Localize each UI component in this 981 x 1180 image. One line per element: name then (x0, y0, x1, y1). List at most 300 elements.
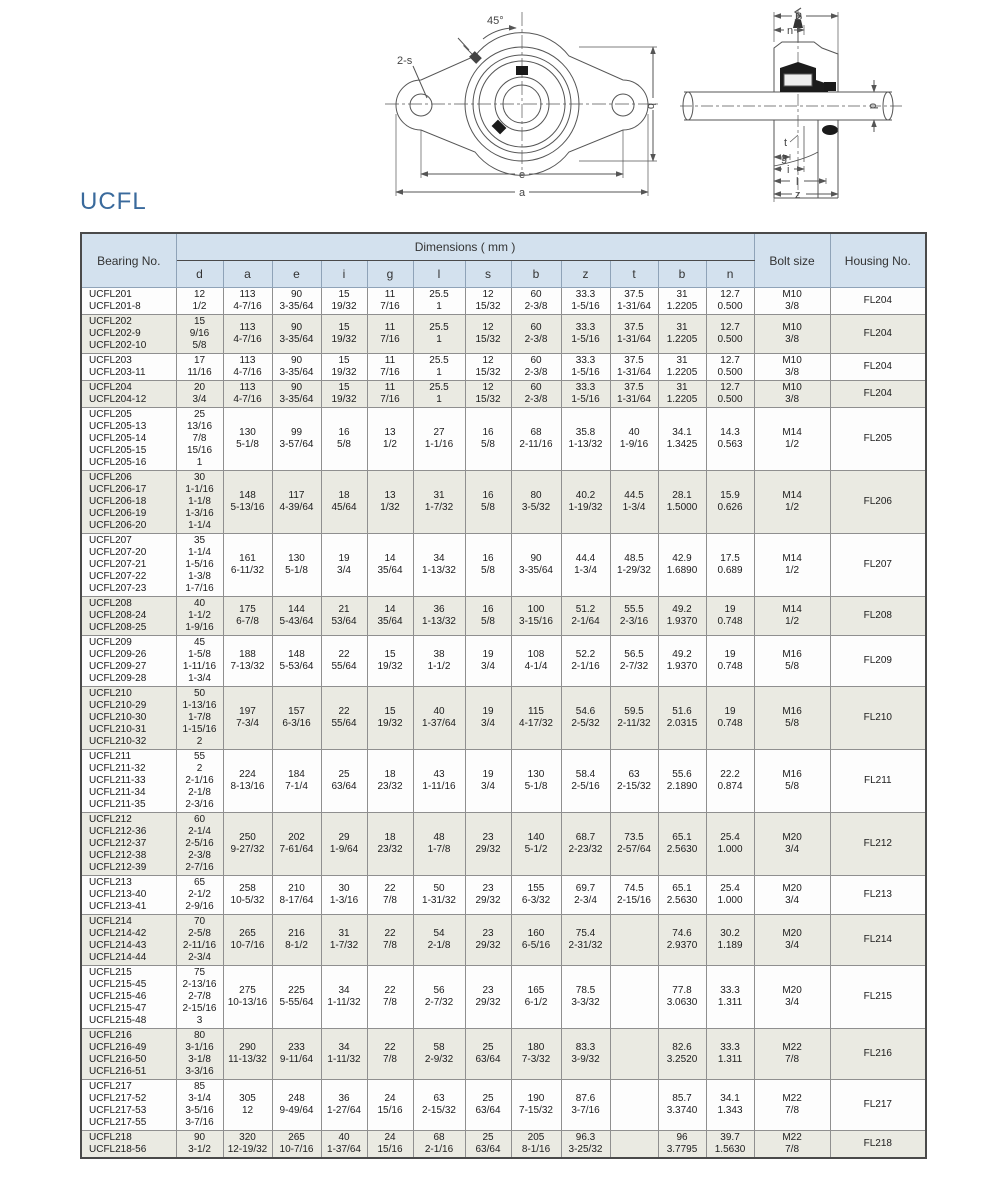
side-d-label: d (867, 103, 879, 110)
dim-cell-bolt: M22 7/8 (754, 1080, 830, 1131)
dim-cell-n: 33.3 1.311 (706, 1029, 754, 1080)
dim-cell-a: 161 6-11/32 (223, 534, 272, 597)
dim-cell-b: 68 2-11/16 (511, 408, 561, 471)
bearing-no-cell: UCFL206 UCFL206-17 UCFL206-18 UCFL206-19 UCFL206-20 (81, 471, 176, 534)
dim-cell-g: 14 35/64 (367, 534, 413, 597)
front-angle-label: 45° (487, 15, 504, 27)
dim-cell-d: 70 2-5/8 2-11/16 2-3/4 (176, 915, 223, 966)
dim-cell-n: 15.9 0.626 (706, 471, 754, 534)
dim-cell-a: 130 5-1/8 (223, 408, 272, 471)
dim-cell-t: 56.5 2-7/32 (610, 636, 658, 687)
dim-cell-bolt: M10 3/8 (754, 381, 830, 408)
dim-cell-t (610, 1131, 658, 1159)
table-header (81, 233, 926, 288)
dim-cell-s: 16 5/8 (465, 408, 511, 471)
dim-cell-z: 75.4 2-31/32 (561, 915, 610, 966)
header-dim-b2: b (658, 261, 706, 288)
dim-cell-e: 225 5-55/64 (272, 966, 321, 1029)
header-dim-n: n (706, 261, 754, 288)
dim-cell-g: 22 7/8 (367, 915, 413, 966)
dim-cell-e: 157 6-3/16 (272, 687, 321, 750)
dim-cell-s: 12 15/32 (465, 288, 511, 315)
header-dim-d: d (176, 261, 223, 288)
header-dimensions: Dimensions ( mm ) (176, 233, 754, 261)
dim-cell-bolt: M14 1/2 (754, 408, 830, 471)
dim-cell-s: 23 29/32 (465, 966, 511, 1029)
dim-cell-b2: 31 1.2205 (658, 288, 706, 315)
dim-cell-e: 99 3-57/64 (272, 408, 321, 471)
dim-cell-s: 12 15/32 (465, 315, 511, 354)
dim-cell-z: 54.6 2-5/32 (561, 687, 610, 750)
dim-cell-d: 25 13/16 7/8 15/16 1 (176, 408, 223, 471)
dim-cell-b: 60 2-3/8 (511, 315, 561, 354)
dim-cell-i: 16 5/8 (321, 408, 367, 471)
dim-cell-g: 11 7/16 (367, 354, 413, 381)
bearing-no-cell: UCFL212 UCFL212-36 UCFL212-37 UCFL212-38 UCFL212-39 (81, 813, 176, 876)
dim-cell-t (610, 1029, 658, 1080)
dim-cell-s: 12 15/32 (465, 354, 511, 381)
dim-cell-i: 30 1-3/16 (321, 876, 367, 915)
bearing-no-cell: UCFL215 UCFL215-45 UCFL215-46 UCFL215-47 UCFL215-48 (81, 966, 176, 1029)
dim-cell-i: 40 1-37/64 (321, 1131, 367, 1159)
dim-cell-s: 23 29/32 (465, 876, 511, 915)
dim-cell-b: 140 5-1/2 (511, 813, 561, 876)
dim-cell-t: 40 1-9/16 (610, 408, 658, 471)
front-b-label: b (645, 103, 657, 110)
dim-cell-i: 15 19/32 (321, 354, 367, 381)
bearing-no-cell: UCFL216 UCFL216-49 UCFL216-50 UCFL216-51 (81, 1029, 176, 1080)
dim-cell-b2: 65.1 2.5630 (658, 876, 706, 915)
side-view-drawing (678, 2, 906, 204)
dim-cell-t: 63 2-15/32 (610, 750, 658, 813)
housing-no-cell: FL216 (830, 1029, 926, 1080)
dim-cell-g: 18 23/32 (367, 750, 413, 813)
dim-cell-l: 63 2-15/32 (413, 1080, 465, 1131)
dim-cell-l: 25.5 1 (413, 354, 465, 381)
housing-no-cell: FL214 (830, 915, 926, 966)
side-z-label: z (795, 189, 801, 201)
side-g-label: g (781, 152, 788, 164)
dim-cell-l: 25.5 1 (413, 381, 465, 408)
header-bearing-no: Bearing No. (81, 233, 176, 288)
dim-cell-e: 90 3-35/64 (272, 354, 321, 381)
dim-cell-z: 33.3 1-5/16 (561, 381, 610, 408)
front-a-label: a (519, 187, 526, 199)
dim-cell-s: 19 3/4 (465, 636, 511, 687)
dim-cell-l: 34 1-13/32 (413, 534, 465, 597)
table-row (81, 534, 926, 597)
housing-no-cell: FL210 (830, 687, 926, 750)
dim-cell-l: 58 2-9/32 (413, 1029, 465, 1080)
dim-cell-b: 60 2-3/8 (511, 288, 561, 315)
dim-cell-d: 80 3-1/16 3-1/8 3-3/16 (176, 1029, 223, 1080)
dim-cell-b2: 34.1 1.3425 (658, 408, 706, 471)
dim-cell-n: 30.2 1.189 (706, 915, 754, 966)
dim-cell-i: 22 55/64 (321, 636, 367, 687)
dim-cell-i: 36 1-27/64 (321, 1080, 367, 1131)
dim-cell-i: 29 1-9/64 (321, 813, 367, 876)
dim-cell-a: 188 7-13/32 (223, 636, 272, 687)
side-B-label: B (795, 11, 803, 23)
dim-cell-b2: 31 1.2205 (658, 315, 706, 354)
dim-cell-b: 155 6-3/32 (511, 876, 561, 915)
dim-cell-t: 44.5 1-3/4 (610, 471, 658, 534)
dim-cell-n: 22.2 0.874 (706, 750, 754, 813)
dim-cell-bolt: M20 3/4 (754, 966, 830, 1029)
dim-cell-g: 18 23/32 (367, 813, 413, 876)
bearing-no-cell: UCFL201 UCFL201-8 (81, 288, 176, 315)
dim-cell-d: 75 2-13/16 2-7/8 2-15/16 3 (176, 966, 223, 1029)
bearing-no-cell: UCFL209 UCFL209-26 UCFL209-27 UCFL209-28 (81, 636, 176, 687)
table-row (81, 687, 926, 750)
dim-cell-l: 31 1-7/32 (413, 471, 465, 534)
side-l-label: l (796, 176, 799, 188)
dim-cell-t: 73.5 2-57/64 (610, 813, 658, 876)
bearing-no-cell: UCFL218 UCFL218-56 (81, 1131, 176, 1159)
table-row (81, 597, 926, 636)
dim-cell-b: 80 3-5/32 (511, 471, 561, 534)
dim-cell-g: 13 1/32 (367, 471, 413, 534)
dim-cell-z: 35.8 1-13/32 (561, 408, 610, 471)
dim-cell-a: 113 4-7/16 (223, 354, 272, 381)
dim-cell-g: 24 15/16 (367, 1080, 413, 1131)
housing-no-cell: FL217 (830, 1080, 926, 1131)
dim-cell-l: 40 1-37/64 (413, 687, 465, 750)
dim-cell-n: 12.7 0.500 (706, 381, 754, 408)
dim-cell-e: 265 10-7/16 (272, 1131, 321, 1159)
table-row (81, 315, 926, 354)
dim-cell-d: 50 1-13/16 1-7/8 1-15/16 2 (176, 687, 223, 750)
dim-cell-s: 19 3/4 (465, 750, 511, 813)
dim-cell-i: 31 1-7/32 (321, 915, 367, 966)
dim-cell-b2: 77.8 3.0630 (658, 966, 706, 1029)
table-row (81, 813, 926, 876)
dim-cell-d: 55 2 2-1/16 2-1/8 2-3/16 (176, 750, 223, 813)
dim-cell-b: 108 4-1/4 (511, 636, 561, 687)
dim-cell-b2: 65.1 2.5630 (658, 813, 706, 876)
dim-cell-t: 37.5 1-31/64 (610, 315, 658, 354)
dim-cell-t: 37.5 1-31/64 (610, 354, 658, 381)
table-row (81, 354, 926, 381)
table-row (81, 876, 926, 915)
dim-cell-b: 90 3-35/64 (511, 534, 561, 597)
page-title: UCFL (80, 188, 147, 215)
dim-cell-z: 78.5 3-3/32 (561, 966, 610, 1029)
dim-cell-l: 48 1-7/8 (413, 813, 465, 876)
front-bolt-holes-label: 2-s (397, 55, 413, 67)
dim-cell-t: 55.5 2-3/16 (610, 597, 658, 636)
dim-cell-n: 25.4 1.000 (706, 876, 754, 915)
dim-cell-b2: 49.2 1.9370 (658, 597, 706, 636)
housing-no-cell: FL209 (830, 636, 926, 687)
dim-cell-i: 18 45/64 (321, 471, 367, 534)
dim-cell-l: 54 2-1/8 (413, 915, 465, 966)
bearing-no-cell: UCFL211 UCFL211-32 UCFL211-33 UCFL211-34 UCFL211-35 (81, 750, 176, 813)
bearing-no-cell: UCFL217 UCFL217-52 UCFL217-53 UCFL217-55 (81, 1080, 176, 1131)
housing-no-cell: FL204 (830, 354, 926, 381)
housing-no-cell: FL211 (830, 750, 926, 813)
dim-cell-a: 197 7-3/4 (223, 687, 272, 750)
header-dim-a: a (223, 261, 272, 288)
dim-cell-i: 15 19/32 (321, 288, 367, 315)
housing-no-cell: FL204 (830, 288, 926, 315)
dim-cell-n: 19 0.748 (706, 687, 754, 750)
dim-cell-a: 305 12 (223, 1080, 272, 1131)
dim-cell-e: 202 7-61/64 (272, 813, 321, 876)
dim-cell-z: 87.6 3-7/16 (561, 1080, 610, 1131)
dim-cell-g: 13 1/2 (367, 408, 413, 471)
table-row (81, 288, 926, 315)
dim-cell-g: 22 7/8 (367, 1029, 413, 1080)
dim-cell-a: 113 4-7/16 (223, 315, 272, 354)
dim-cell-t: 74.5 2-15/16 (610, 876, 658, 915)
table-row (81, 915, 926, 966)
dim-cell-n: 34.1 1.343 (706, 1080, 754, 1131)
dim-cell-l: 68 2-1/16 (413, 1131, 465, 1159)
dim-cell-e: 90 3-35/64 (272, 381, 321, 408)
dim-cell-e: 130 5-1/8 (272, 534, 321, 597)
dim-cell-b2: 55.6 2.1890 (658, 750, 706, 813)
header-dim-b: b (511, 261, 561, 288)
dim-cell-d: 85 3-1/4 3-5/16 3-7/16 (176, 1080, 223, 1131)
dim-cell-b: 180 7-3/32 (511, 1029, 561, 1080)
dim-cell-b: 130 5-1/8 (511, 750, 561, 813)
dim-cell-n: 19 0.748 (706, 597, 754, 636)
header-bolt-size: Bolt size (754, 233, 830, 288)
dim-cell-bolt: M22 7/8 (754, 1131, 830, 1159)
dim-cell-b2: 82.6 3.2520 (658, 1029, 706, 1080)
dim-cell-bolt: M16 5/8 (754, 687, 830, 750)
bearing-no-cell: UCFL214 UCFL214-42 UCFL214-43 UCFL214-44 (81, 915, 176, 966)
dim-cell-b2: 96 3.7795 (658, 1131, 706, 1159)
header-housing-no: Housing No. (830, 233, 926, 288)
dim-cell-t: 59.5 2-11/32 (610, 687, 658, 750)
dim-cell-d: 65 2-1/2 2-9/16 (176, 876, 223, 915)
dim-cell-d: 40 1-1/2 1-9/16 (176, 597, 223, 636)
bearing-no-cell: UCFL202 UCFL202-9 UCFL202-10 (81, 315, 176, 354)
dim-cell-bolt: M20 3/4 (754, 876, 830, 915)
dim-cell-d: 45 1-5/8 1-11/16 1-3/4 (176, 636, 223, 687)
dim-cell-i: 22 55/64 (321, 687, 367, 750)
dim-cell-z: 33.3 1-5/16 (561, 354, 610, 381)
table-row (81, 750, 926, 813)
dim-cell-b2: 85.7 3.3740 (658, 1080, 706, 1131)
dim-cell-bolt: M14 1/2 (754, 597, 830, 636)
table-row (81, 1080, 926, 1131)
dim-cell-a: 148 5-13/16 (223, 471, 272, 534)
dim-cell-t (610, 966, 658, 1029)
bearing-no-cell: UCFL207 UCFL207-20 UCFL207-21 UCFL207-22 UCFL207-23 (81, 534, 176, 597)
dim-cell-a: 250 9-27/32 (223, 813, 272, 876)
dim-cell-d: 30 1-1/16 1-1/8 1-3/16 1-1/4 (176, 471, 223, 534)
dim-cell-n: 12.7 0.500 (706, 288, 754, 315)
dim-cell-n: 12.7 0.500 (706, 315, 754, 354)
dim-cell-i: 15 19/32 (321, 315, 367, 354)
dim-cell-b2: 74.6 2.9370 (658, 915, 706, 966)
dim-cell-bolt: M16 5/8 (754, 750, 830, 813)
housing-no-cell: FL208 (830, 597, 926, 636)
dim-cell-bolt: M22 7/8 (754, 1029, 830, 1080)
dim-cell-l: 50 1-31/32 (413, 876, 465, 915)
housing-no-cell: FL205 (830, 408, 926, 471)
dim-cell-z: 69.7 2-3/4 (561, 876, 610, 915)
dim-cell-l: 36 1-13/32 (413, 597, 465, 636)
header-dim-t: t (610, 261, 658, 288)
housing-no-cell: FL207 (830, 534, 926, 597)
dim-cell-t: 37.5 1-31/64 (610, 381, 658, 408)
dim-cell-e: 184 7-1/4 (272, 750, 321, 813)
dim-cell-g: 11 7/16 (367, 288, 413, 315)
dim-cell-b: 165 6-1/2 (511, 966, 561, 1029)
dim-cell-t (610, 915, 658, 966)
bearing-no-cell: UCFL210 UCFL210-29 UCFL210-30 UCFL210-31 UCFL210-32 (81, 687, 176, 750)
dim-cell-s: 19 3/4 (465, 687, 511, 750)
dim-cell-n: 14.3 0.563 (706, 408, 754, 471)
dim-cell-b2: 51.6 2.0315 (658, 687, 706, 750)
dim-cell-d: 20 3/4 (176, 381, 223, 408)
side-n-label: n (787, 25, 794, 37)
dim-cell-n: 12.7 0.500 (706, 354, 754, 381)
header-dim-s: s (465, 261, 511, 288)
dim-cell-t (610, 1080, 658, 1131)
dim-cell-z: 83.3 3-9/32 (561, 1029, 610, 1080)
dimension-table (80, 232, 927, 1159)
dim-cell-i: 19 3/4 (321, 534, 367, 597)
dim-cell-b: 115 4-17/32 (511, 687, 561, 750)
dim-cell-a: 258 10-5/32 (223, 876, 272, 915)
dim-cell-bolt: M14 1/2 (754, 534, 830, 597)
dim-cell-bolt: M10 3/8 (754, 288, 830, 315)
dim-cell-bolt: M10 3/8 (754, 315, 830, 354)
bearing-no-cell: UCFL204 UCFL204-12 (81, 381, 176, 408)
dim-cell-bolt: M20 3/4 (754, 813, 830, 876)
dim-cell-bolt: M14 1/2 (754, 471, 830, 534)
dim-cell-e: 248 9-49/64 (272, 1080, 321, 1131)
dim-cell-l: 25.5 1 (413, 315, 465, 354)
dim-cell-g: 22 7/8 (367, 966, 413, 1029)
dim-cell-d: 60 2-1/4 2-5/16 2-3/8 2-7/16 (176, 813, 223, 876)
table-row (81, 1131, 926, 1159)
dim-cell-b: 205 8-1/16 (511, 1131, 561, 1159)
header-dim-i: i (321, 261, 367, 288)
dim-cell-s: 25 63/64 (465, 1131, 511, 1159)
dim-cell-a: 175 6-7/8 (223, 597, 272, 636)
dim-cell-b: 100 3-15/16 (511, 597, 561, 636)
dim-cell-b: 60 2-3/8 (511, 381, 561, 408)
dim-cell-s: 12 15/32 (465, 381, 511, 408)
dim-cell-a: 265 10-7/16 (223, 915, 272, 966)
dim-cell-z: 52.2 2-1/16 (561, 636, 610, 687)
dim-cell-g: 24 15/16 (367, 1131, 413, 1159)
table-row (81, 636, 926, 687)
dim-cell-d: 12 1/2 (176, 288, 223, 315)
table-row (81, 471, 926, 534)
housing-no-cell: FL218 (830, 1131, 926, 1159)
dim-cell-l: 43 1-11/16 (413, 750, 465, 813)
housing-no-cell: FL212 (830, 813, 926, 876)
dim-cell-n: 25.4 1.000 (706, 813, 754, 876)
dim-cell-d: 35 1-1/4 1-5/16 1-3/8 1-7/16 (176, 534, 223, 597)
side-t-label: t (784, 137, 788, 149)
dim-cell-s: 23 29/32 (465, 813, 511, 876)
side-i-label: i (787, 164, 790, 176)
dim-cell-t: 37.5 1-31/64 (610, 288, 658, 315)
dim-cell-e: 216 8-1/2 (272, 915, 321, 966)
bearing-no-cell: UCFL208 UCFL208-24 UCFL208-25 (81, 597, 176, 636)
dim-cell-l: 56 2-7/32 (413, 966, 465, 1029)
dim-cell-z: 58.4 2-5/16 (561, 750, 610, 813)
header-dim-e: e (272, 261, 321, 288)
header-dim-z: z (561, 261, 610, 288)
dim-cell-e: 144 5-43/64 (272, 597, 321, 636)
dim-cell-i: 34 1-11/32 (321, 966, 367, 1029)
dim-cell-g: 15 19/32 (367, 636, 413, 687)
dim-cell-z: 68.7 2-23/32 (561, 813, 610, 876)
dim-cell-e: 148 5-53/64 (272, 636, 321, 687)
dim-cell-e: 90 3-35/64 (272, 288, 321, 315)
dim-cell-a: 320 12-19/32 (223, 1131, 272, 1159)
dim-cell-z: 44.4 1-3/4 (561, 534, 610, 597)
dim-cell-s: 16 5/8 (465, 471, 511, 534)
dim-cell-e: 117 4-39/64 (272, 471, 321, 534)
housing-no-cell: FL206 (830, 471, 926, 534)
dim-cell-n: 19 0.748 (706, 636, 754, 687)
dim-cell-b: 160 6-5/16 (511, 915, 561, 966)
table-row (81, 1029, 926, 1080)
dim-cell-n: 39.7 1.5630 (706, 1131, 754, 1159)
front-e-label: e (519, 169, 526, 181)
dim-cell-bolt: M16 5/8 (754, 636, 830, 687)
dim-cell-g: 11 7/16 (367, 315, 413, 354)
table-row (81, 966, 926, 1029)
dim-cell-i: 15 19/32 (321, 381, 367, 408)
header-dim-l: l (413, 261, 465, 288)
dim-cell-s: 25 63/64 (465, 1029, 511, 1080)
dim-cell-n: 17.5 0.689 (706, 534, 754, 597)
housing-no-cell: FL204 (830, 381, 926, 408)
dim-cell-i: 25 63/64 (321, 750, 367, 813)
dim-cell-i: 34 1-11/32 (321, 1029, 367, 1080)
bearing-no-cell: UCFL213 UCFL213-40 UCFL213-41 (81, 876, 176, 915)
dim-cell-g: 15 19/32 (367, 687, 413, 750)
dim-cell-e: 233 9-11/64 (272, 1029, 321, 1080)
dim-cell-d: 15 9/16 5/8 (176, 315, 223, 354)
dim-cell-bolt: M10 3/8 (754, 354, 830, 381)
dim-cell-l: 27 1-1/16 (413, 408, 465, 471)
dim-cell-d: 17 11/16 (176, 354, 223, 381)
dim-cell-s: 25 63/64 (465, 1080, 511, 1131)
dim-cell-b: 60 2-3/8 (511, 354, 561, 381)
table-row (81, 381, 926, 408)
dim-cell-l: 38 1-1/2 (413, 636, 465, 687)
dim-cell-g: 11 7/16 (367, 381, 413, 408)
housing-no-cell: FL213 (830, 876, 926, 915)
dim-cell-i: 21 53/64 (321, 597, 367, 636)
dim-cell-z: 40.2 1-19/32 (561, 471, 610, 534)
dim-cell-b2: 31 1.2205 (658, 354, 706, 381)
dim-cell-g: 14 35/64 (367, 597, 413, 636)
dim-cell-b2: 49.2 1.9370 (658, 636, 706, 687)
dim-cell-b2: 42.9 1.6890 (658, 534, 706, 597)
dim-cell-n: 33.3 1.311 (706, 966, 754, 1029)
header-dim-g: g (367, 261, 413, 288)
dim-cell-l: 25.5 1 (413, 288, 465, 315)
dim-cell-e: 90 3-35/64 (272, 315, 321, 354)
dim-cell-s: 23 29/32 (465, 915, 511, 966)
dim-cell-t: 48.5 1-29/32 (610, 534, 658, 597)
bearing-no-cell: UCFL203 UCFL203-11 (81, 354, 176, 381)
dim-cell-a: 224 8-13/16 (223, 750, 272, 813)
